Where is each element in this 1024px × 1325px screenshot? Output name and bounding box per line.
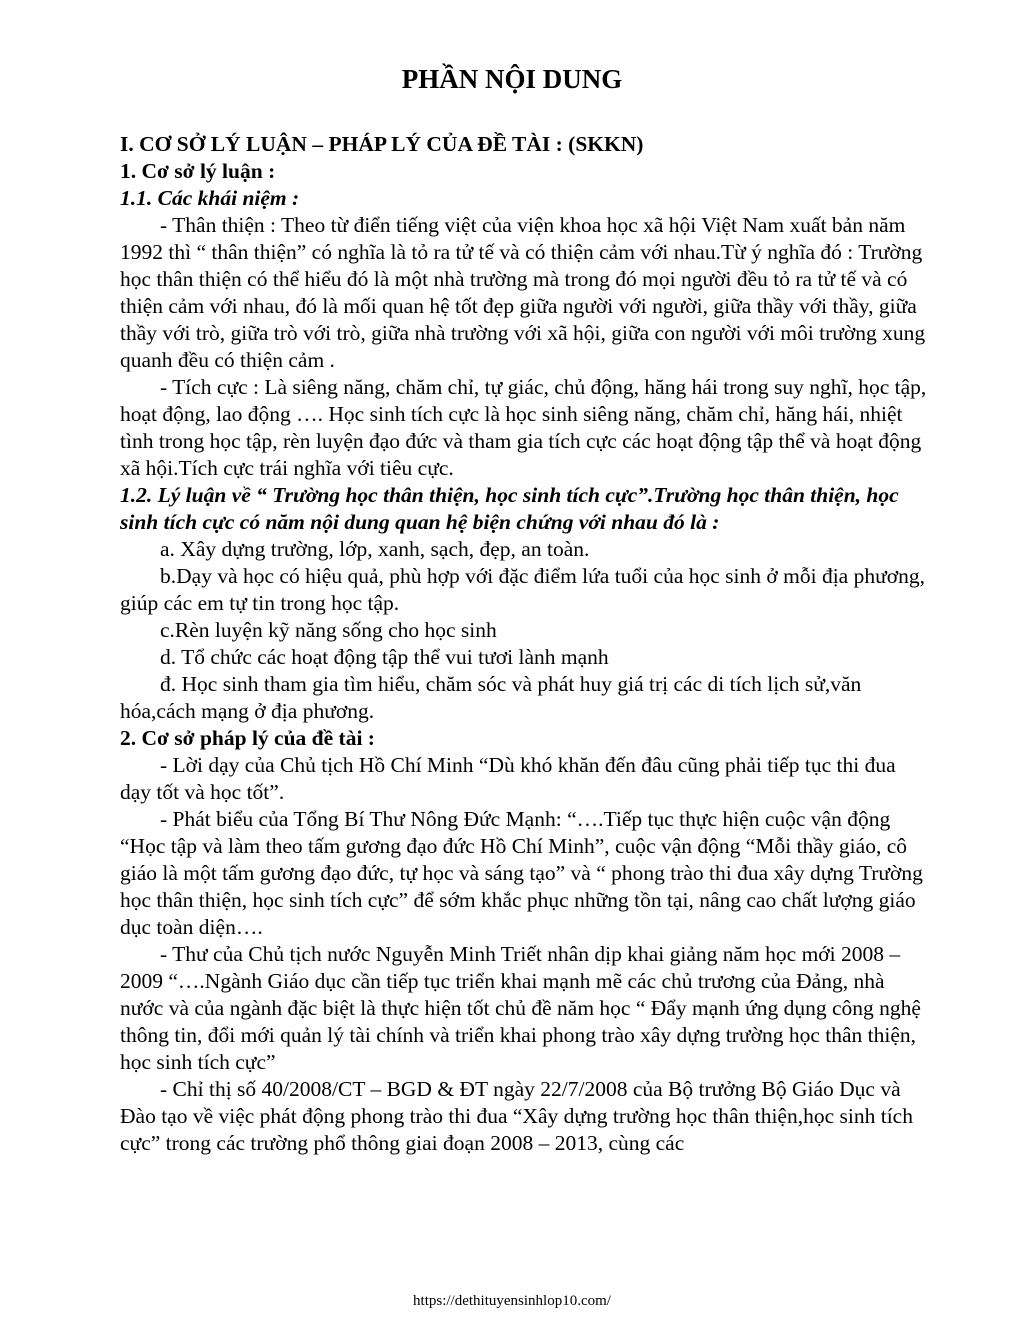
section-heading-1: I. CƠ SỞ LÝ LUẬN – PHÁP LÝ CỦA ĐỀ TÀI : (SKKN)	[120, 132, 644, 156]
list-item: a. Xây dựng trường, lớp, xanh, sạch, đẹp, an toàn.	[160, 537, 590, 561]
list-item: b.Dạy và học có hiệu quả, phù hợp với đặc điểm lứa tuổi của học sinh ở mỗi địa phương, giúp các em tự tin trong học tập.	[120, 564, 925, 615]
subheading-1: 1. Cơ sở lý luận :	[120, 159, 276, 183]
paragraph-legal: - Phát biểu của Tổng Bí Thư Nông Đức Mạnh: “….Tiếp tục thực hiện cuộc vận động “Học tập và làm theo tấm gương đạo đức Hồ Chí Minh”, cuộc vận động “Mỗi thầy giáo, cô giáo là một tấm gương đạo đức, tự học và sáng tạo” và “ phong trào thi đua xây dựng Trường học thân thiện, học sinh tích cực” để sớm khắc phục những tồn tại, nâng cao chất lượng giáo dục toàn diện….	[120, 807, 923, 939]
paragraph-legal: - Thư của Chủ tịch nước Nguyễn Minh Triết nhân dịp khai giảng năm học mới 2008 – 2009 “….Ngành Giáo dục cần tiếp tục triển khai mạnh mẽ các chủ trương của Đảng, nhà nước và của ngành đặc biệt là thực hiện tốt chủ đề năm học “ Đẩy mạnh ứng dụng công nghệ thông tin, đổi mới quản lý tài chính và triển khai phong trào xây dựng trường học thân thiện, học sinh tích cực”	[120, 942, 921, 1074]
page-title: PHẦN NỘI DUNG	[401, 64, 623, 94]
document-body	[120, 131, 932, 1157]
paragraph-legal: - Chỉ thị số 40/2008/CT – BGD & ĐT ngày 22/7/2008 của Bộ trưởng Bộ Giáo Dục và Đào tạo về việc phát động phong trào thi đua “Xây dựng trường học thân thiện,học sinh tích cực” trong các trường phổ thông giai đoạn 2008 – 2013, cùng các	[120, 1077, 913, 1155]
paragraph-than-thien: - Thân thiện : Theo từ điển tiếng việt của viện khoa học xã hội Việt Nam xuất bản năm 1992 thì “ thân thiện” có nghĩa là tỏ ra tử tế và có thiện cảm với nhau.Từ ý nghĩa đó : Trường học thân thiện có thể hiểu đó là một nhà trường mà trong đó mọi người đều tỏ ra tử tế và có thiện cảm với nhau, đó là mối quan hệ tốt đẹp giữa người với người, giữa thầy với thầy, giữa thầy với trò, giữa trò với trò, giữa nhà trường với xã hội, giữa con người với môi trường xung quanh đều có thiện cảm .	[120, 213, 926, 372]
list-item: c.Rèn luyện kỹ năng sống cho học sinh	[160, 618, 497, 642]
section-heading-2: 2. Cơ sở pháp lý của đề tài :	[120, 726, 375, 750]
subheading-1-2: 1.2. Lý luận về “ Trường học thân thiện, học sinh tích cực”.Trường học thân thiện, học sinh tích cực có năm nội dung quan hệ biện chứng với nhau đó là :	[120, 483, 899, 534]
list-item: đ. Học sinh tham gia tìm hiểu, chăm sóc và phát huy giá trị các di tích lịch sử,văn hóa,cách mạng ở địa phương.	[120, 672, 862, 723]
subheading-1-1: 1.1. Các khái niệm :	[120, 186, 300, 210]
footer-url: https://dethituyensinhlop10.com/	[413, 1293, 611, 1309]
list-item: d. Tổ chức các hoạt động tập thể vui tươi lành mạnh	[160, 645, 609, 669]
paragraph-tich-cuc: - Tích cực : Là siêng năng, chăm chỉ, tự giác, chủ động, hăng hái trong suy nghĩ, học tập, hoạt động, lao động …. Học sinh tích cực là học sinh siêng năng, chăm chỉ, hăng hái, nhiệt tình trong học tập, rèn luyện đạo đức và tham gia tích cực các hoạt động tập thể và hoạt động xã hội.Tích cực trái nghĩa với tiêu cực.	[120, 375, 927, 480]
paragraph-legal: - Lời dạy của Chủ tịch Hồ Chí Minh “Dù khó khăn đến đâu cũng phải tiếp tục thi đua dạy tốt và học tốt”.	[120, 753, 896, 804]
